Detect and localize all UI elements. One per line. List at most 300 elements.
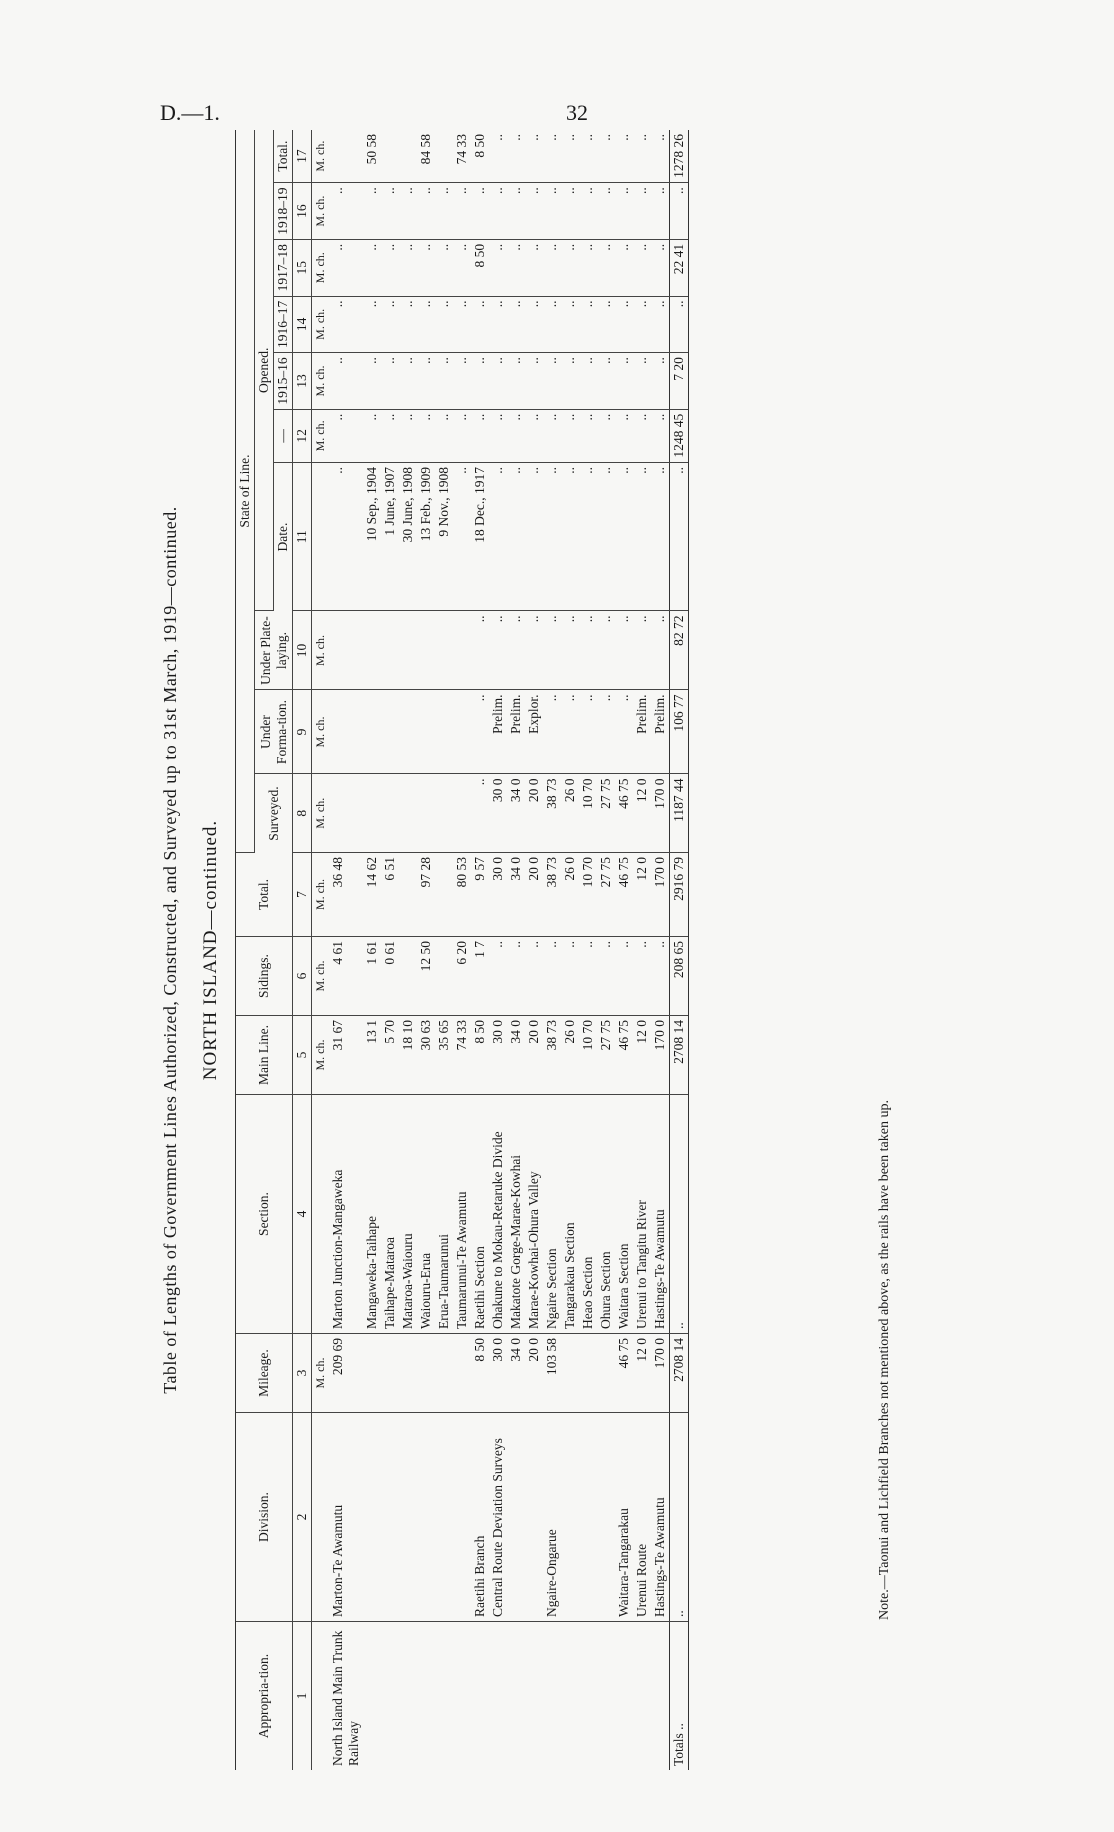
surveyed-cell	[381, 774, 399, 853]
unit-label: M. ch.	[312, 353, 330, 410]
division-cell	[435, 1413, 453, 1622]
section-cell: Taumarunui-Te Awamutu	[453, 1095, 471, 1334]
opened-1916-17-cell: ..	[525, 296, 543, 353]
division-cell	[399, 1413, 417, 1622]
main-line-cell: 13 1	[363, 1016, 381, 1095]
main-line-cell: 12 0	[633, 1016, 651, 1095]
platelaying-cell	[381, 611, 399, 690]
header-mileage: Mileage.	[236, 1334, 293, 1413]
opened-1916-17-cell: ..	[579, 296, 597, 353]
opened-1918-19-cell: ..	[597, 183, 615, 240]
opened-1917-18-cell: ..	[489, 239, 507, 296]
opened-1915-16-cell: ..	[633, 353, 651, 410]
totals-1917-18: 22 41	[670, 239, 689, 296]
main-line-cell: 8 50	[471, 1016, 489, 1095]
main-line-cell: 46 75	[615, 1016, 633, 1095]
opened-dash-cell: ..	[597, 409, 615, 462]
header-1917-18: 1917–18	[274, 239, 293, 296]
opened-1916-17-cell: ..	[363, 296, 381, 353]
opened-1917-18-cell: ..	[525, 239, 543, 296]
opened-dash-cell: ..	[363, 409, 381, 462]
mileage-cell	[453, 1334, 471, 1413]
opened-1916-17-cell: ..	[543, 296, 561, 353]
opened-1917-18-cell: ..	[651, 239, 670, 296]
division-cell	[561, 1413, 579, 1622]
table-body	[293, 130, 689, 1770]
formation-cell: ..	[579, 690, 597, 774]
platelaying-cell: ..	[507, 611, 525, 690]
main-line-cell: 34 0	[507, 1016, 525, 1095]
opened-1915-16-cell: ..	[543, 353, 561, 410]
opened-dash-cell: ..	[489, 409, 507, 462]
opened-1917-18-cell: ..	[435, 239, 453, 296]
table-subtitle: NORTH ISLAND—continued.	[200, 819, 221, 1081]
totals-1916-17: ..	[670, 296, 689, 353]
formation-cell: ..	[471, 690, 489, 774]
division-cell	[363, 1413, 381, 1622]
header-surveyed: Surveyed.	[255, 774, 293, 853]
opened-total-cell: ..	[615, 130, 633, 183]
formation-cell	[363, 690, 381, 774]
sidings-cell: ..	[597, 937, 615, 1016]
column-number: 15	[293, 239, 312, 296]
opened-1916-17-cell: ..	[561, 296, 579, 353]
formation-cell: Prelim.	[651, 690, 670, 774]
totals-section: ..	[670, 1095, 689, 1334]
division-cell	[453, 1413, 471, 1622]
mileage-cell: 30 0	[489, 1334, 507, 1413]
mileage-cell: 46 75	[615, 1334, 633, 1413]
opened-total-cell: ..	[489, 130, 507, 183]
platelaying-cell	[329, 611, 363, 690]
section-cell: Waiouru-Erua	[417, 1095, 435, 1334]
header-opened-total: Total.	[274, 130, 293, 183]
section-cell: Taihape-Mataroa	[381, 1095, 399, 1334]
date-cell: 9 Nov., 1908	[435, 463, 453, 612]
table-row	[615, 130, 633, 1770]
column-number: 13	[293, 353, 312, 410]
mileage-cell	[561, 1334, 579, 1413]
opened-1918-19-cell: ..	[489, 183, 507, 240]
header-1918-19: 1918–19	[274, 183, 293, 240]
appropriation-cell	[633, 1622, 651, 1771]
total-cell: 10 70	[579, 853, 597, 937]
unit-label: M. ch.	[312, 130, 330, 183]
opened-1917-18-cell: ..	[561, 239, 579, 296]
opened-1916-17-cell: ..	[507, 296, 525, 353]
date-cell: 30 June, 1908	[399, 463, 417, 612]
main-line-cell: 30 0	[489, 1016, 507, 1095]
opened-total-cell: ..	[633, 130, 651, 183]
mileage-cell	[363, 1334, 381, 1413]
header-under-platelaying: Under Plate-laying.	[255, 611, 293, 690]
appropriation-cell	[399, 1622, 417, 1771]
surveyed-cell: 46 75	[615, 774, 633, 853]
unit-label: M. ch.	[312, 853, 330, 937]
opened-total-cell	[329, 130, 363, 183]
opened-dash-cell: ..	[651, 409, 670, 462]
total-cell: 12 0	[633, 853, 651, 937]
surveyed-cell	[435, 774, 453, 853]
table-row	[489, 130, 507, 1770]
platelaying-cell: ..	[543, 611, 561, 690]
opened-total-cell: ..	[561, 130, 579, 183]
unit-label: M. ch.	[312, 774, 330, 853]
formation-cell: Prelim.	[489, 690, 507, 774]
division-cell: Ngaire-Ongarue	[543, 1413, 561, 1622]
opened-dash-cell: ..	[561, 409, 579, 462]
mileage-cell: 12 0	[633, 1334, 651, 1413]
opened-total-cell	[381, 130, 399, 183]
opened-1915-16-cell: ..	[651, 353, 670, 410]
formation-cell: Explor.	[525, 690, 543, 774]
page-number: 32	[566, 100, 588, 125]
header-under-formation: Under Forma-tion.	[255, 690, 293, 774]
appropriation-cell	[525, 1622, 543, 1771]
table-row	[363, 130, 381, 1770]
footnote: Note.—Taonui and Lichfield Branches not mentioned above, as the rails have been taken up.	[877, 1100, 892, 1620]
surveyed-cell: 38 73	[543, 774, 561, 853]
section-cell: Marton Junction-Mangaweka	[329, 1095, 363, 1334]
sidings-cell: 4 61	[329, 937, 363, 1016]
header-sidings: Sidings.	[236, 937, 293, 1016]
platelaying-cell	[417, 611, 435, 690]
sidings-cell	[399, 937, 417, 1016]
opened-1918-19-cell: ..	[561, 183, 579, 240]
opened-total-cell: ..	[525, 130, 543, 183]
header-division: Division.	[236, 1413, 293, 1622]
column-number: 17	[293, 130, 312, 183]
main-line-cell: 31 67	[329, 1016, 363, 1095]
opened-1918-19-cell: ..	[543, 183, 561, 240]
column-number: 9	[293, 690, 312, 774]
surveyed-cell: 20 0	[525, 774, 543, 853]
opened-1917-18-cell: ..	[543, 239, 561, 296]
section-cell: Ngaire Section	[543, 1095, 561, 1334]
opened-dash-cell: ..	[525, 409, 543, 462]
section-cell: Mangaweka-Taihape	[363, 1095, 381, 1334]
formation-cell: Prelim.	[633, 690, 651, 774]
totals-opened-total: 1278 26	[670, 130, 689, 183]
table-row	[435, 130, 453, 1770]
main-line-cell: 38 73	[543, 1016, 561, 1095]
opened-1917-18-cell: ..	[381, 239, 399, 296]
opened-1916-17-cell: ..	[489, 296, 507, 353]
opened-1916-17-cell: ..	[417, 296, 435, 353]
opened-1915-16-cell: ..	[579, 353, 597, 410]
formation-cell	[329, 690, 363, 774]
table-row	[651, 130, 670, 1770]
header-opened: Opened.	[255, 130, 274, 611]
surveyed-cell	[417, 774, 435, 853]
sidings-cell: ..	[507, 937, 525, 1016]
total-cell: 46 75	[615, 853, 633, 937]
opened-dash-cell: ..	[507, 409, 525, 462]
opened-1915-16-cell: ..	[597, 353, 615, 410]
formation-cell: ..	[561, 690, 579, 774]
surveyed-cell: 34 0	[507, 774, 525, 853]
platelaying-cell	[435, 611, 453, 690]
table-row	[453, 130, 471, 1770]
table-row	[543, 130, 561, 1770]
opened-dash-cell: ..	[399, 409, 417, 462]
division-cell: Raetihi Branch	[471, 1413, 489, 1622]
appropriation-cell	[489, 1622, 507, 1771]
opened-1916-17-cell: ..	[633, 296, 651, 353]
platelaying-cell	[453, 611, 471, 690]
total-cell: 38 73	[543, 853, 561, 937]
platelaying-cell: ..	[651, 611, 670, 690]
sidings-cell: ..	[651, 937, 670, 1016]
opened-1916-17-cell: ..	[329, 296, 363, 353]
appropriation-cell	[543, 1622, 561, 1771]
opened-total-cell: ..	[543, 130, 561, 183]
opened-total-cell: ..	[579, 130, 597, 183]
appropriation-cell	[453, 1622, 471, 1771]
opened-dash-cell: ..	[381, 409, 399, 462]
column-number: 10	[293, 611, 312, 690]
section-cell: Ohura Section	[597, 1095, 615, 1334]
header-date: Date.	[274, 463, 293, 612]
opened-1918-19-cell: ..	[471, 183, 489, 240]
surveyed-cell	[363, 774, 381, 853]
mileage-cell	[597, 1334, 615, 1413]
opened-1918-19-cell: ..	[525, 183, 543, 240]
opened-1917-18-cell: ..	[597, 239, 615, 296]
surveyed-cell: 27 75	[597, 774, 615, 853]
opened-1918-19-cell: ..	[417, 183, 435, 240]
opened-1915-16-cell: ..	[489, 353, 507, 410]
totals-platelaying: 82 72	[670, 611, 689, 690]
date-cell: ..	[507, 463, 525, 612]
unit-label: M. ch.	[312, 183, 330, 240]
table-row	[579, 130, 597, 1770]
date-cell: ..	[615, 463, 633, 612]
sidings-cell: ..	[579, 937, 597, 1016]
division-cell: Hastings-Te Awamutu	[651, 1413, 670, 1622]
opened-1917-18-cell: ..	[363, 239, 381, 296]
sidings-cell: ..	[615, 937, 633, 1016]
column-number: 8	[293, 774, 312, 853]
mileage-cell	[579, 1334, 597, 1413]
main-line-cell: 27 75	[597, 1016, 615, 1095]
main-line-cell: 10 70	[579, 1016, 597, 1095]
date-cell: 10 Sep., 1904	[363, 463, 381, 612]
opened-1918-19-cell: ..	[435, 183, 453, 240]
header-dash: —	[274, 409, 293, 462]
mileage-cell: 209 69	[329, 1334, 363, 1413]
date-cell: ..	[453, 463, 471, 612]
opened-1918-19-cell: ..	[453, 183, 471, 240]
formation-cell	[453, 690, 471, 774]
opened-1918-19-cell: ..	[579, 183, 597, 240]
surveyed-cell: 170 0	[651, 774, 670, 853]
total-cell: 80 53	[453, 853, 471, 937]
opened-dash-cell: ..	[435, 409, 453, 462]
sidings-cell: 12 50	[417, 937, 435, 1016]
opened-1916-17-cell: ..	[651, 296, 670, 353]
formation-cell	[417, 690, 435, 774]
total-cell: 36 48	[329, 853, 363, 937]
appropriation-cell	[363, 1622, 381, 1771]
units-row	[312, 130, 330, 1770]
mileage-cell	[399, 1334, 417, 1413]
table-row	[597, 130, 615, 1770]
sidings-cell: ..	[633, 937, 651, 1016]
column-number: 2	[293, 1413, 312, 1622]
total-cell: 6 51	[381, 853, 399, 937]
table-row	[561, 130, 579, 1770]
platelaying-cell: ..	[489, 611, 507, 690]
section-cell: Waitara Section	[615, 1095, 633, 1334]
section-cell: Ohakune to Mokau-Retaruke Divide	[489, 1095, 507, 1334]
opened-1917-18-cell: ..	[579, 239, 597, 296]
surveyed-cell	[399, 774, 417, 853]
totals-1918-19: ..	[670, 183, 689, 240]
surveyed-cell: 12 0	[633, 774, 651, 853]
column-number-row	[293, 130, 312, 1770]
sidings-cell	[435, 937, 453, 1016]
surveyed-cell	[329, 774, 363, 853]
totals-mileage: 2708 14	[670, 1334, 689, 1413]
formation-cell: ..	[615, 690, 633, 774]
header-1916-17: 1916–17	[274, 296, 293, 353]
lengths-table	[235, 130, 689, 1770]
division-cell: Marton-Te Awamutu	[329, 1413, 363, 1622]
surveyed-cell: 26 0	[561, 774, 579, 853]
totals-formation: 106 77	[670, 690, 689, 774]
opened-dash-cell: ..	[329, 409, 363, 462]
opened-1917-18-cell: ..	[633, 239, 651, 296]
unit-label	[312, 1413, 330, 1622]
rotated-table-page	[160, 130, 920, 1770]
column-number: 6	[293, 937, 312, 1016]
date-cell: ..	[543, 463, 561, 612]
formation-cell	[399, 690, 417, 774]
appropriation-cell	[417, 1622, 435, 1771]
unit-label: M. ch.	[312, 409, 330, 462]
opened-1918-19-cell: ..	[329, 183, 363, 240]
opened-dash-cell: ..	[453, 409, 471, 462]
division-cell	[579, 1413, 597, 1622]
division-cell: Central Route Deviation Surveys	[489, 1413, 507, 1622]
mileage-cell: 8 50	[471, 1334, 489, 1413]
opened-1915-16-cell: ..	[615, 353, 633, 410]
opened-total-cell: 8 50	[471, 130, 489, 183]
unit-label: M. ch.	[312, 611, 330, 690]
sidings-cell: 6 20	[453, 937, 471, 1016]
appropriation-cell: North Island Main Trunk Railway	[330, 1630, 361, 1766]
totals-row	[670, 130, 689, 1770]
total-cell: 20 0	[525, 853, 543, 937]
opened-dash-cell: ..	[615, 409, 633, 462]
date-cell: ..	[633, 463, 651, 612]
opened-total-cell: 50 58	[363, 130, 381, 183]
opened-1915-16-cell: ..	[507, 353, 525, 410]
appropriation-cell	[615, 1622, 633, 1771]
date-cell: ..	[651, 463, 670, 612]
opened-1916-17-cell: ..	[399, 296, 417, 353]
platelaying-cell: ..	[633, 611, 651, 690]
mileage-cell	[417, 1334, 435, 1413]
column-number: 14	[293, 296, 312, 353]
unit-label	[312, 463, 330, 612]
date-cell: 1 June, 1907	[381, 463, 399, 612]
table-row	[381, 130, 399, 1770]
opened-1918-19-cell: ..	[363, 183, 381, 240]
total-cell: 26 0	[561, 853, 579, 937]
unit-label: M. ch.	[312, 296, 330, 353]
opened-total-cell: 74 33	[453, 130, 471, 183]
platelaying-cell: ..	[561, 611, 579, 690]
formation-cell	[435, 690, 453, 774]
section-cell: Makatote Gorge-Marae-Kowhai	[507, 1095, 525, 1334]
section-cell: Tangarakau Section	[561, 1095, 579, 1334]
header-state-of-line: State of Line.	[236, 130, 255, 853]
opened-1918-19-cell: ..	[633, 183, 651, 240]
unit-label: M. ch.	[312, 239, 330, 296]
mileage-cell: 20 0	[525, 1334, 543, 1413]
total-cell: 30 0	[489, 853, 507, 937]
total-cell: 34 0	[507, 853, 525, 937]
totals-surveyed: 1187 44	[670, 774, 689, 853]
main-line-cell: 35 65	[435, 1016, 453, 1095]
platelaying-cell: ..	[525, 611, 543, 690]
division-cell	[525, 1413, 543, 1622]
division-cell: Waitara-Tangarakau	[615, 1413, 633, 1622]
totals-label: Totals ..	[670, 1622, 689, 1771]
total-cell	[435, 853, 453, 937]
column-number: 3	[293, 1334, 312, 1413]
sidings-cell: 1 7	[471, 937, 489, 1016]
appropriation-cell	[597, 1622, 615, 1771]
appropriation-cell	[435, 1622, 453, 1771]
opened-1915-16-cell: ..	[453, 353, 471, 410]
opened-1916-17-cell: ..	[381, 296, 399, 353]
unit-label: M. ch.	[312, 690, 330, 774]
total-cell: 27 75	[597, 853, 615, 937]
platelaying-cell: ..	[579, 611, 597, 690]
totals-date: ..	[670, 463, 689, 612]
opened-1916-17-cell: ..	[471, 296, 489, 353]
date-cell: ..	[525, 463, 543, 612]
date-cell: 18 Dec., 1917	[471, 463, 489, 612]
header-section: Section.	[236, 1095, 293, 1334]
section-cell: Urenui to Tangitu River	[633, 1095, 651, 1334]
totals-main-line: 2708 14	[670, 1016, 689, 1095]
totals-opened-dash: 1248 45	[670, 409, 689, 462]
opened-1915-16-cell: ..	[417, 353, 435, 410]
total-cell	[399, 853, 417, 937]
document-id: D.—1.	[160, 100, 220, 125]
table-row	[471, 130, 489, 1770]
opened-1917-18-cell: ..	[417, 239, 435, 296]
opened-1916-17-cell: ..	[597, 296, 615, 353]
surveyed-cell: ..	[471, 774, 489, 853]
opened-1916-17-cell: ..	[435, 296, 453, 353]
sidings-cell: 0 61	[381, 937, 399, 1016]
appropriation-cell	[471, 1622, 489, 1771]
opened-dash-cell: ..	[417, 409, 435, 462]
totals-sidings: 208 65	[670, 937, 689, 1016]
table-row	[507, 130, 525, 1770]
column-number: 11	[293, 463, 312, 612]
column-number: 4	[293, 1095, 312, 1334]
opened-dash-cell: ..	[633, 409, 651, 462]
surveyed-cell: 30 0	[489, 774, 507, 853]
opened-dash-cell: ..	[579, 409, 597, 462]
appropriation-cell	[579, 1622, 597, 1771]
